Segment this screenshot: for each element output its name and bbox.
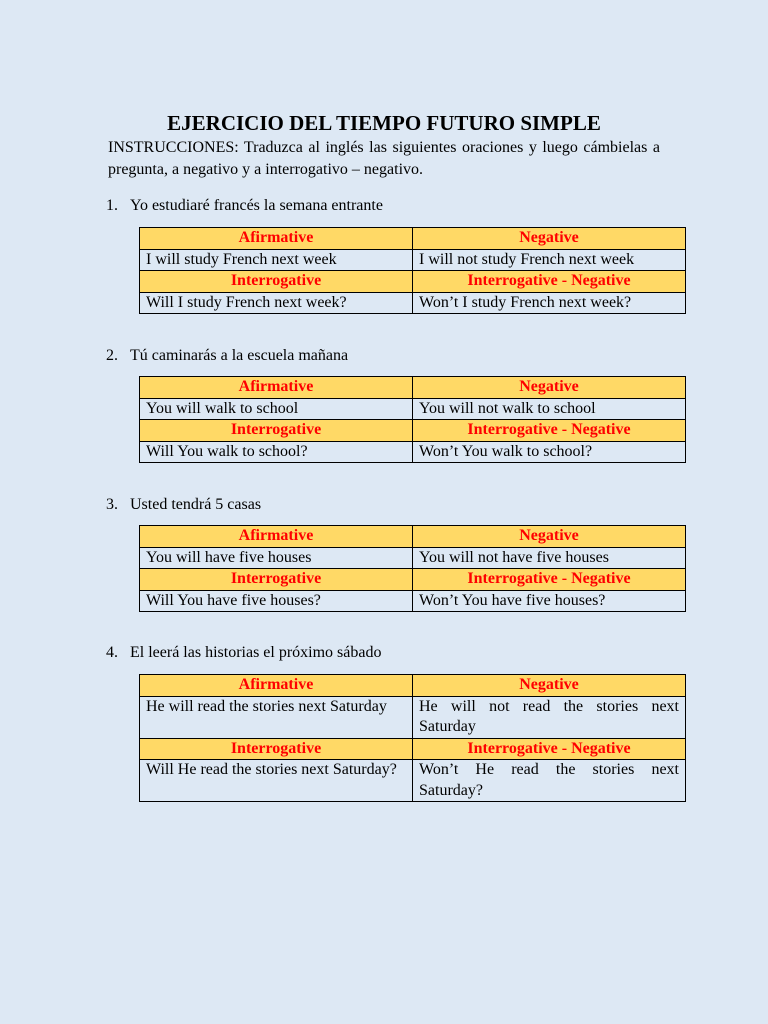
header-affirmative: Afirmative [140,675,413,697]
exercise-table [139,376,686,463]
header-negative: Negative [413,228,686,250]
interrogative-negative-cell: Won’t He read the stories next Saturday? [413,760,686,802]
header-affirmative: Afirmative [140,228,413,250]
table-row [140,292,686,314]
table-row [140,590,686,612]
affirmative-cell: You will have five houses [140,547,413,569]
exercise-heading [106,495,666,515]
exercise-sentence: El leerá las historias el próximo sábado [130,644,382,661]
table-row [140,547,686,569]
exercise-heading [106,196,666,216]
page-title: EJERCICIO DEL TIEMPO FUTURO SIMPLE [167,111,601,135]
table-row [140,420,686,442]
table-row [140,377,686,399]
table-row [140,526,686,548]
affirmative-cell: He will read the stories next Saturday [140,696,413,738]
interrogative-cell: Will You walk to school? [140,441,413,463]
exercise-table [139,227,686,314]
header-interrogative: Interrogative [140,271,413,293]
table-row [140,398,686,420]
negative-cell: You will not have five houses [413,547,686,569]
affirmative-cell: You will walk to school [140,398,413,420]
header-interrogative: Interrogative [140,569,413,591]
table-row [140,696,686,738]
exercise-table [139,525,686,612]
negative-cell: You will not walk to school [413,398,686,420]
interrogative-negative-cell: Won’t I study French next week? [413,292,686,314]
header-interrogative: Interrogative [140,738,413,760]
exercise-heading [106,346,666,366]
header-interrogative: Interrogative [140,420,413,442]
exercise-number: 1. [106,197,118,214]
table-row [140,271,686,293]
table-row [140,738,686,760]
header-affirmative: Afirmative [140,377,413,399]
header-negative: Negative [413,526,686,548]
header-affirmative: Afirmative [140,526,413,548]
table-row [140,675,686,697]
table-row [140,760,686,802]
header-negative: Negative [413,675,686,697]
table-row [140,569,686,591]
negative-cell: I will not study French next week [413,249,686,271]
header-interrogative-negative: Interrogative - Negative [413,271,686,293]
exercise-sentence: Tú caminarás a la escuela mañana [130,347,349,364]
exercise-sentence: Usted tendrá 5 casas [130,496,262,513]
interrogative-cell: Will He read the stories next Saturday? [140,760,413,802]
table-row [140,441,686,463]
interrogative-cell: Will You have five houses? [140,590,413,612]
interrogative-cell: Will I study French next week? [140,292,413,314]
header-interrogative-negative: Interrogative - Negative [413,420,686,442]
interrogative-negative-cell: Won’t You have five houses? [413,590,686,612]
exercise-table [139,674,686,802]
exercise-heading [106,643,666,663]
header-interrogative-negative: Interrogative - Negative [413,569,686,591]
exercise-number: 3. [106,496,118,513]
affirmative-cell: I will study French next week [140,249,413,271]
exercise-sentence: Yo estudiaré francés la semana entrante [130,197,383,214]
header-negative: Negative [413,377,686,399]
table-row [140,228,686,250]
exercise-number: 2. [106,347,118,364]
interrogative-negative-cell: Won’t You walk to school? [413,441,686,463]
exercise-number: 4. [106,644,118,661]
instructions-paragraph: INSTRUCCIONES: Traduzca al inglés las siguientes oraciones y luego cámbielas a pregunta, a negativo y a interrogativo – negativo. [108,139,660,178]
table-row [140,249,686,271]
negative-cell: He will not read the stories next Saturday [413,696,686,738]
header-interrogative-negative: Interrogative - Negative [413,738,686,760]
